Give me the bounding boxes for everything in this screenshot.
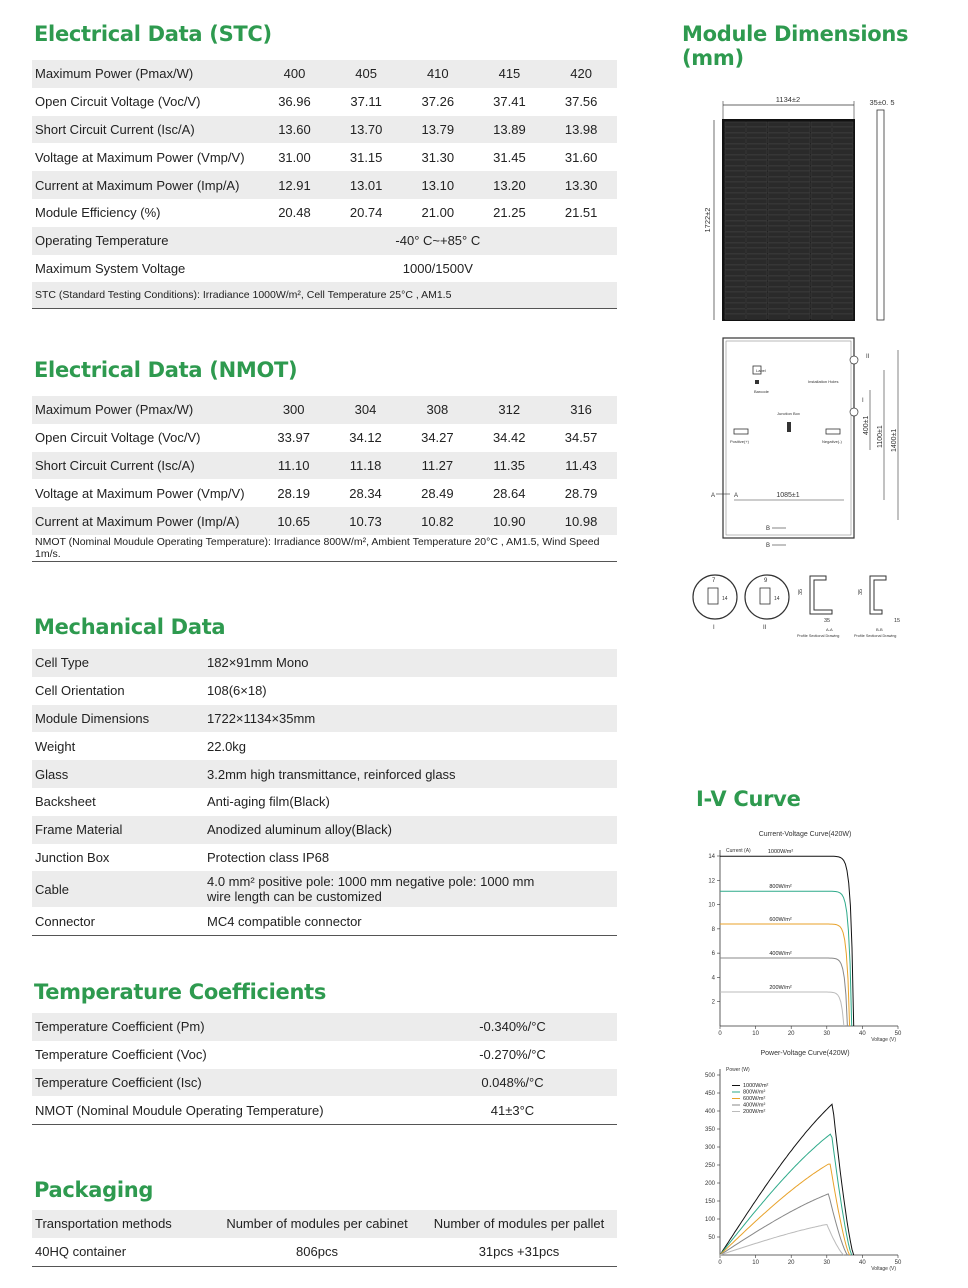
row-value: 31.60	[564, 149, 598, 165]
stc-title: Electrical Data (STC)	[34, 22, 272, 46]
table-row	[32, 199, 617, 227]
x-tick-label: 20	[787, 1031, 795, 1037]
dims-title: Module Dimensions (mm)	[682, 22, 909, 70]
row-value: 28.64	[492, 485, 526, 501]
row-label: Module Efficiency (%)	[35, 205, 161, 221]
row-label: Voltage at Maximum Power (Vmp/V)	[35, 149, 245, 165]
x-tick-label: 40	[859, 1031, 866, 1037]
row-value: 304	[330, 396, 402, 424]
row-value: 420	[545, 60, 617, 88]
table-row	[32, 677, 617, 705]
series-label: 1000W/m²	[767, 849, 794, 856]
mark-ii-detail: II	[763, 625, 767, 631]
table-row	[32, 282, 617, 309]
table-row	[32, 507, 617, 535]
mount-1100-label: 1100±1	[877, 425, 884, 448]
y-tick-label: 450	[704, 1091, 715, 1097]
mount-400-label: 400±1	[863, 415, 870, 435]
row-value: 10.82	[401, 507, 473, 535]
table-row	[32, 1069, 617, 1097]
table-row	[32, 907, 617, 935]
row-value: 36.96	[278, 94, 311, 110]
iv-title: I-V Curve	[696, 787, 801, 811]
row-value: 22.0kg	[207, 738, 247, 754]
row-value: 34.57	[564, 430, 598, 446]
row-label: Operating Temperature	[32, 227, 259, 255]
width-label: 1134±2	[775, 95, 801, 104]
row-value: 31.30	[421, 149, 455, 165]
row-label: Current at Maximum Power (Imp/A)	[32, 171, 259, 199]
table-row	[32, 171, 617, 199]
row-value: -0.270%/°C	[479, 1047, 546, 1063]
series-line	[720, 1194, 847, 1255]
row-value: 3.2mm high transmittance, reinforced glass	[204, 760, 617, 788]
x-tick-label: 10	[752, 1260, 759, 1266]
y-tick-label: 4	[711, 975, 715, 982]
row-value: 108(6×18)	[207, 683, 267, 699]
row-value: 1000/1500V	[402, 260, 473, 276]
row-value: 20.48	[278, 205, 311, 221]
pack-value: 31pcs +31pcs	[421, 1238, 617, 1266]
module-dimension-drawing	[690, 90, 950, 650]
row-value: 415	[474, 60, 546, 88]
negative-text: Negative(-)	[822, 439, 842, 444]
row-value: 11.27	[401, 452, 473, 480]
junction-box-text: Junction Box	[777, 411, 800, 416]
x-axis-label: Voltage (V)	[871, 1037, 896, 1043]
row-label: Open Circuit Voltage (Voc/V)	[35, 430, 201, 446]
row-label: Temperature Coefficient (Voc)	[35, 1047, 207, 1063]
temp-title: Temperature Coefficients	[34, 980, 327, 1004]
row-value: 10.98	[545, 507, 617, 535]
row-value: 13.98	[545, 116, 617, 144]
pack-header: Number of modules per pallet	[421, 1210, 617, 1238]
row-value: 34.42	[492, 430, 526, 446]
y-tick-label: 8	[711, 926, 715, 933]
series-line	[720, 992, 844, 1026]
y-tick-label: 300	[704, 1145, 715, 1151]
row-label: Temperature Coefficient (Pm)	[32, 1013, 408, 1041]
row-label: Weight	[35, 738, 76, 754]
legend-label: 800W/m²	[743, 1089, 766, 1096]
row-value: 13.10	[402, 171, 474, 199]
y-axis-label: Current (A)	[726, 848, 751, 854]
y-tick-label: 150	[704, 1199, 715, 1205]
x-tick-label: 50	[894, 1031, 902, 1037]
row-label: Open Circuit Voltage (Voc/V)	[35, 94, 201, 110]
row-label: Short Circuit Current (Isc/A)	[32, 116, 259, 144]
legend-label: 200W/m²	[743, 1109, 766, 1115]
row-value: 20.74	[349, 205, 383, 221]
row-value: 21.00	[421, 205, 455, 221]
mech-table	[32, 649, 617, 936]
section-bb-desc: Profile Sectional Drawing	[854, 634, 897, 638]
mount-1400-label: 1400±1	[891, 428, 898, 452]
detail-7: 7	[712, 578, 716, 584]
row-value: 34.12	[349, 430, 382, 446]
y-tick-label: 500	[704, 1073, 715, 1079]
row-value: 182×91mm Mono	[204, 649, 617, 677]
row-value: 12.91	[259, 171, 331, 199]
x-tick-label: 30	[823, 1031, 831, 1037]
front-view	[703, 95, 894, 320]
y-tick-label: 2	[711, 999, 715, 1006]
x-tick-label: 50	[894, 1260, 902, 1266]
row-label: Frame Material	[32, 816, 204, 844]
row-value: 1722×1134×35mm	[204, 705, 617, 733]
row-value: 410	[402, 60, 474, 88]
pack-header: Number of modules per cabinet	[213, 1210, 421, 1238]
detail-14-left: 14	[722, 596, 728, 602]
pack-title: Packaging	[34, 1178, 154, 1202]
pv-curve-chart	[690, 1045, 920, 1275]
table-row	[32, 732, 617, 760]
positive-text: Positive(+)	[730, 439, 750, 444]
row-value: 31.15	[349, 149, 383, 165]
series-label: 600W/m²	[769, 917, 792, 923]
x-tick-label: 0	[718, 1031, 722, 1037]
detail-9: 9	[764, 578, 768, 584]
row-label: Junction Box	[35, 849, 110, 865]
row-value: Anti-aging film(Black)	[207, 794, 330, 810]
row-label: Maximum Power (Pmax/W)	[32, 60, 259, 88]
row-value: 41±3°C	[408, 1096, 617, 1124]
row-label: Connector	[32, 907, 204, 935]
x-tick-label: 0	[718, 1260, 722, 1266]
mark-b-bottom: B	[766, 543, 771, 549]
row-value: 34.27	[421, 430, 454, 446]
thickness-label: 35±0. 5	[869, 98, 895, 107]
row-value: 11.18	[330, 452, 402, 480]
profile-bb-height: 35	[858, 588, 864, 595]
mount-width-label: 1085±1	[776, 492, 800, 499]
row-value: Anodized aluminum alloy(Black)	[204, 816, 617, 844]
cable-value	[204, 871, 617, 907]
y-tick-label: 400	[704, 1109, 715, 1115]
row-value: 13.20	[474, 171, 546, 199]
row-value: 21.51	[564, 205, 598, 221]
legend-label: 600W/m²	[743, 1096, 766, 1102]
nmot-title: Electrical Data (NMOT)	[34, 358, 298, 382]
iv-curve-chart	[690, 826, 920, 1046]
pack-table	[32, 1210, 617, 1267]
mark-b-top: B	[766, 526, 771, 532]
label-text: Label	[756, 368, 766, 373]
row-value: -0.340%/°C	[408, 1013, 617, 1041]
table-row	[32, 760, 617, 788]
row-value: 11.10	[258, 452, 330, 480]
row-label: Short Circuit Current (Isc/A)	[32, 452, 258, 480]
detail-14-right: 14	[774, 596, 780, 602]
row-label: Glass	[32, 760, 204, 788]
x-tick-label: 40	[859, 1260, 866, 1266]
table-row	[32, 116, 617, 144]
legend-label: 400W/m²	[743, 1102, 766, 1109]
section-bb: B-B	[876, 627, 883, 632]
row-label: Cable	[32, 871, 204, 907]
row-label: Temperature Coefficient (Isc)	[32, 1069, 408, 1097]
row-value: 400	[259, 60, 331, 88]
table-row	[32, 788, 617, 816]
stc-table	[32, 60, 617, 309]
row-value: -40° C~+85° C	[259, 227, 617, 255]
row-value: 13.89	[474, 116, 546, 144]
table-row	[32, 1238, 617, 1266]
row-value: 11.35	[473, 452, 545, 480]
temp-table	[32, 1013, 617, 1125]
row-label: Maximum System Voltage	[35, 260, 186, 276]
row-label: Voltage at Maximum Power (Vmp/V)	[35, 485, 245, 501]
row-value: 37.26	[421, 94, 455, 110]
table-row	[32, 60, 617, 88]
row-value: 33.97	[277, 430, 310, 446]
nmot-note: NMOT (Nominal Moudule Operating Temperature): Irradiance 800W/m², Ambient Temperature 20°C , AM1.5, Wind Speed 1m/s.	[32, 535, 617, 562]
legend-label: 1000W/m²	[743, 1083, 769, 1089]
row-value: 28.79	[564, 485, 598, 501]
mark-i-back: I	[862, 398, 864, 404]
series-label: 800W/m²	[769, 884, 792, 891]
row-value: Protection class IP68	[207, 849, 330, 865]
table-row	[32, 88, 617, 116]
row-value: 308	[401, 396, 473, 424]
x-tick-label: 10	[752, 1031, 759, 1037]
row-label: Current at Maximum Power (Imp/A)	[32, 507, 258, 535]
row-value: MC4 compatible connector	[204, 907, 617, 935]
table-row	[32, 1041, 617, 1069]
row-value: 13.30	[545, 171, 617, 199]
chart-title: Power-Voltage Curve(420W)	[760, 1050, 850, 1057]
row-label: Cell Type	[32, 649, 204, 677]
table-row	[32, 649, 617, 677]
row-value: 13.01	[330, 171, 402, 199]
row-label: Backsheet	[35, 794, 96, 810]
series-line	[720, 924, 850, 1026]
table-row	[32, 1013, 617, 1041]
series-line	[720, 1225, 844, 1256]
chart-title: Current-Voltage Curve(420W)	[758, 831, 852, 838]
row-value: 13.60	[259, 116, 331, 144]
table-row	[32, 705, 617, 733]
row-value: 10.65	[258, 507, 330, 535]
row-value: 312	[473, 396, 545, 424]
profile-aa-height: 35	[798, 588, 804, 595]
y-tick-label: 6	[711, 951, 715, 958]
mech-title: Mechanical Data	[34, 615, 226, 639]
row-label: Module Dimensions	[32, 705, 204, 733]
install-holes-text: Installation Holes	[808, 379, 839, 384]
series-line	[720, 856, 854, 1026]
row-value: 10.73	[330, 507, 402, 535]
y-tick-label: 100	[704, 1217, 715, 1223]
row-value: 316	[545, 396, 617, 424]
y-axis-label: Power (W)	[726, 1067, 750, 1073]
row-value: 37.11	[350, 94, 382, 110]
row-label: Cell Orientation	[35, 683, 125, 699]
table-row	[32, 871, 617, 907]
row-value: 11.43	[545, 452, 617, 480]
profile-bb-width: 15	[894, 618, 901, 624]
row-value: 300	[258, 396, 330, 424]
table-row	[32, 424, 617, 452]
x-tick-label: 30	[823, 1260, 831, 1266]
row-value: 13.79	[402, 116, 474, 144]
row-value: 21.25	[493, 205, 526, 221]
pack-value: 806pcs	[213, 1238, 421, 1266]
mark-a-right: A	[734, 493, 739, 499]
table-row	[32, 844, 617, 872]
y-tick-label: 50	[708, 1235, 715, 1241]
row-value: 28.34	[349, 485, 382, 501]
mark-ii-back: II	[866, 354, 870, 360]
y-tick-label: 350	[704, 1127, 715, 1133]
y-tick-label: 14	[708, 854, 715, 860]
x-tick-label: 20	[787, 1260, 795, 1266]
row-value: 31.45	[493, 149, 526, 165]
row-value: 37.56	[564, 94, 598, 110]
table-row	[32, 255, 617, 283]
profile-aa-width: 35	[824, 618, 831, 624]
profile-details	[693, 575, 900, 638]
y-tick-label: 12	[708, 878, 715, 885]
mark-i-detail: I	[713, 625, 715, 631]
row-value: 10.90	[473, 507, 545, 535]
row-value: 405	[330, 60, 402, 88]
stc-note: STC (Standard Testing Conditions): Irradiance 1000W/m², Cell Temperature 25°C , AM1.5	[32, 282, 617, 309]
series-label: 400W/m²	[769, 951, 792, 957]
table-row	[32, 535, 617, 562]
back-view	[711, 338, 898, 549]
row-value: 31.00	[278, 149, 311, 165]
table-row	[32, 479, 617, 507]
row-label: Maximum Power (Pmax/W)	[32, 396, 258, 424]
row-value: 28.19	[277, 485, 310, 501]
section-aa: A-A	[826, 627, 833, 632]
series-label: 200W/m²	[769, 985, 792, 991]
table-row	[32, 227, 617, 255]
row-value: 13.70	[330, 116, 402, 144]
row-value: 37.41	[493, 94, 526, 110]
pack-header: Transportation methods	[32, 1210, 213, 1238]
table-row	[32, 396, 617, 424]
pack-value: 40HQ container	[32, 1238, 213, 1266]
table-row	[32, 816, 617, 844]
cable-line-2: wire length can be customized	[207, 889, 382, 905]
table-row	[32, 143, 617, 171]
table-row	[32, 1096, 617, 1124]
nmot-table	[32, 396, 617, 562]
series-line	[720, 1104, 854, 1255]
section-aa-desc: Profile Sectional Drawing	[797, 634, 840, 638]
cable-line-1: 4.0 mm² positive pole: 1000 mm negative pole: 1000 mm	[207, 874, 535, 890]
table-row	[32, 1210, 617, 1238]
barcode-text: Barcode	[754, 389, 769, 394]
height-label: 1722±2	[703, 207, 712, 233]
mark-a-left: A	[711, 493, 716, 499]
row-label: NMOT (Nominal Moudule Operating Temperature)	[32, 1096, 408, 1124]
y-tick-label: 250	[704, 1163, 715, 1169]
y-tick-label: 200	[704, 1181, 715, 1187]
x-axis-label: Voltage (V)	[871, 1266, 896, 1272]
row-value: 0.048%/°C	[408, 1069, 617, 1097]
y-tick-label: 10	[708, 902, 715, 909]
table-row	[32, 452, 617, 480]
row-value: 28.49	[421, 485, 454, 501]
